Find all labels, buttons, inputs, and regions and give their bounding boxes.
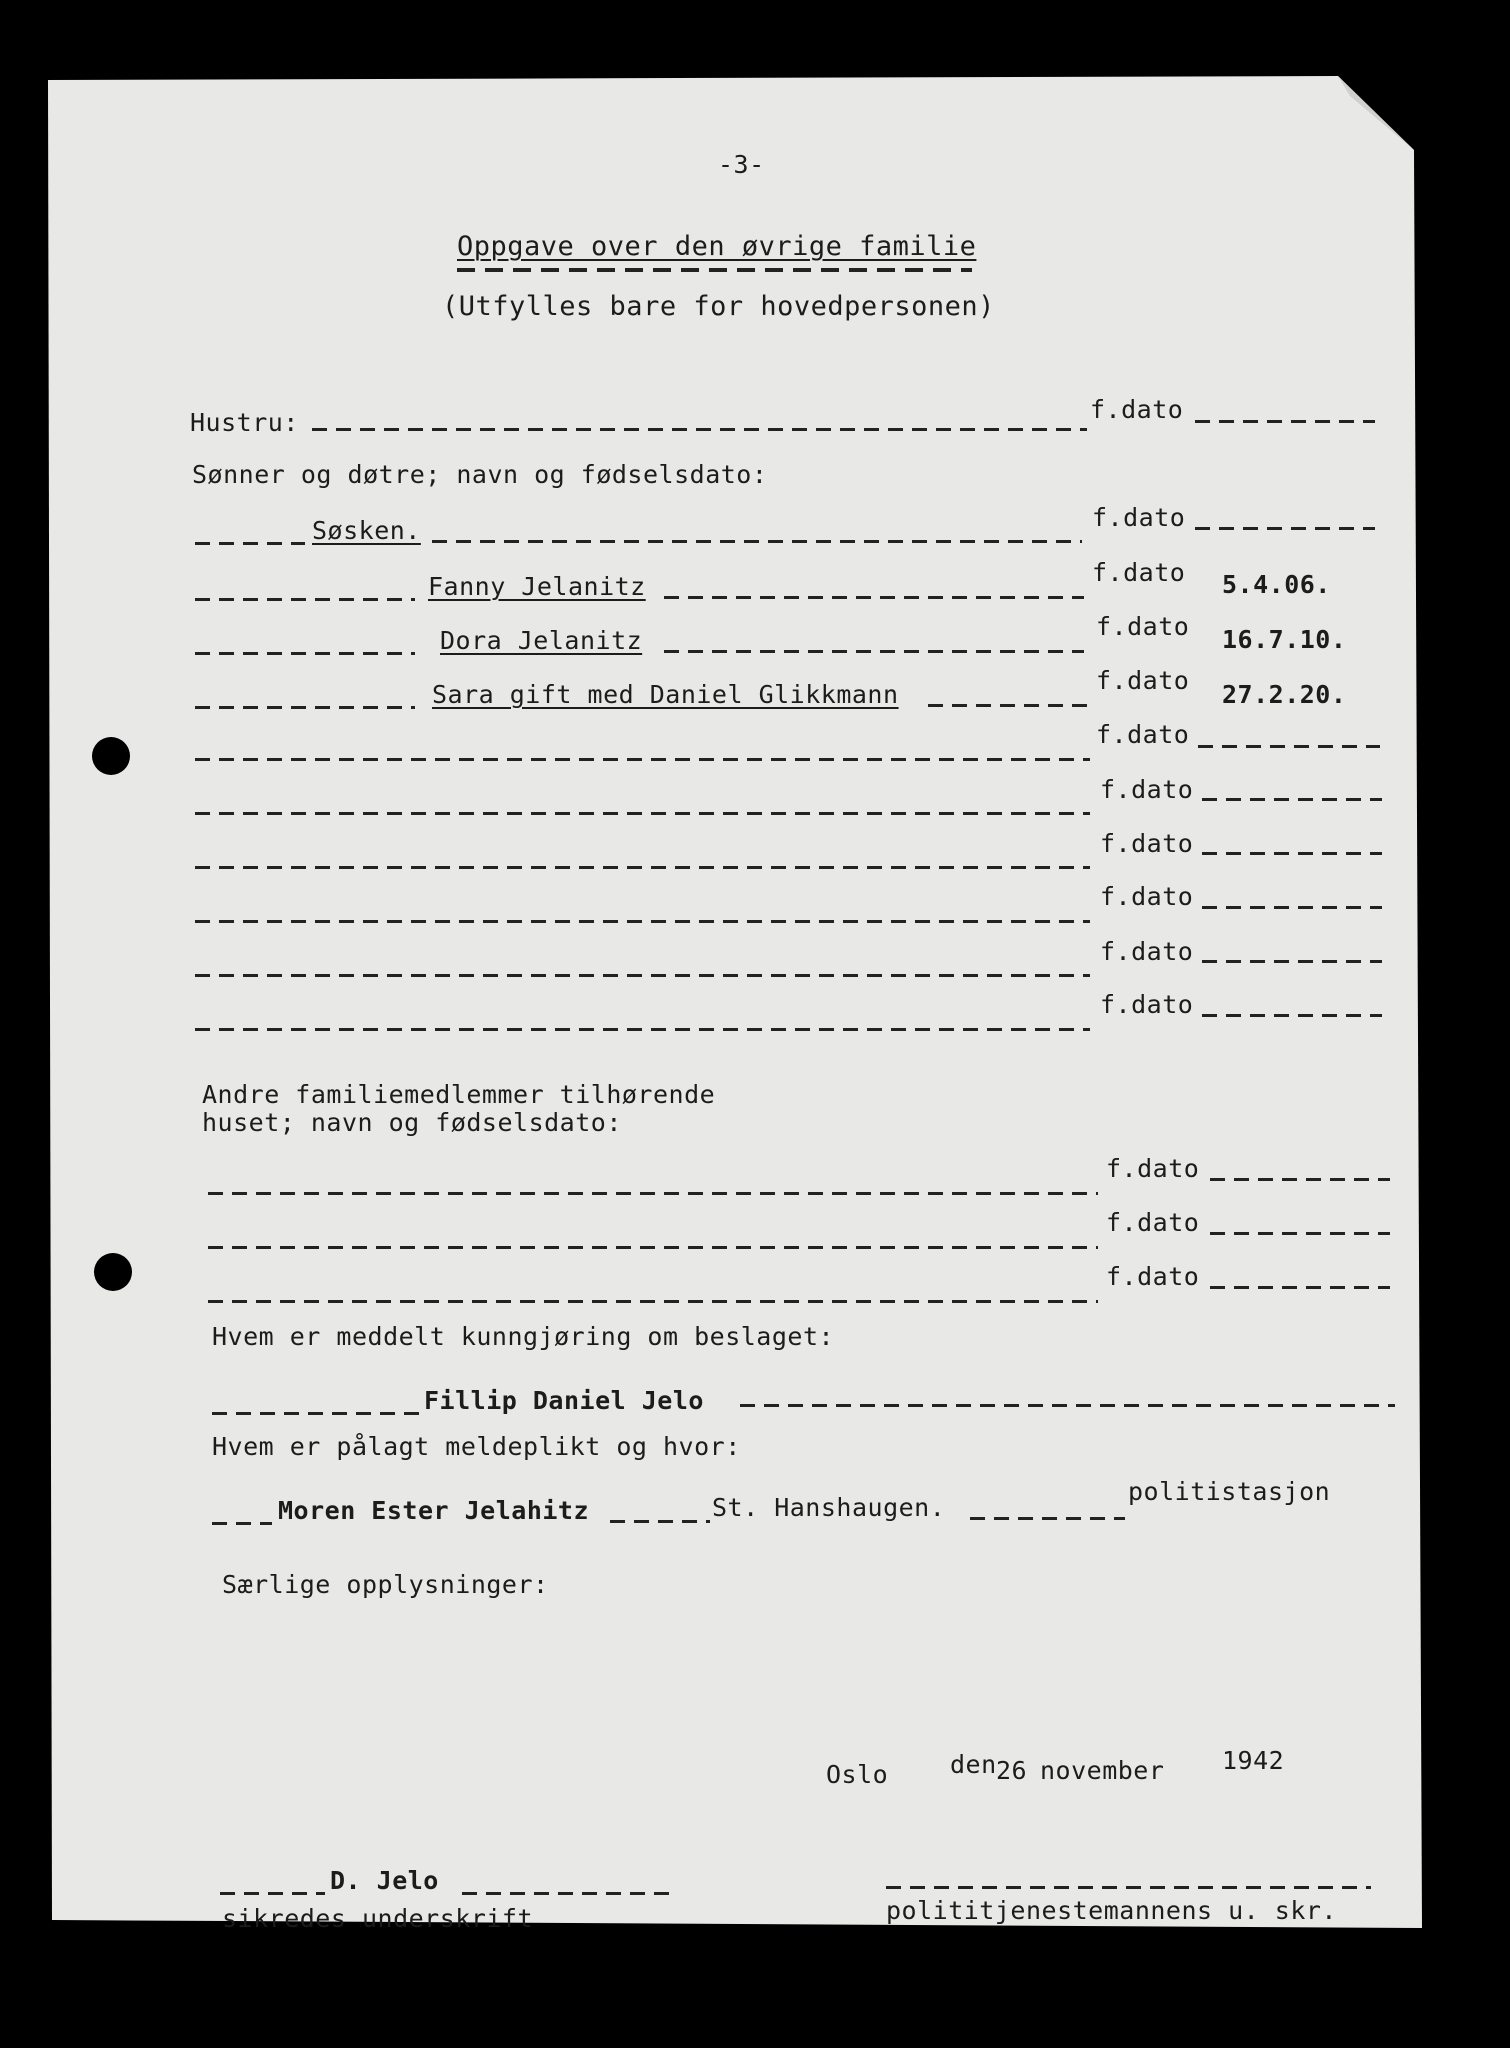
row-2-line bbox=[664, 596, 1084, 599]
other-family-label-2: huset; navn og fødselsdato: bbox=[202, 1108, 622, 1137]
other-row-2-date-label: f.dato bbox=[1106, 1208, 1200, 1237]
page-title: Oppgave over den øvrige familie bbox=[457, 231, 977, 262]
sibling-4-name: Sara gift med Daniel Glikkmann bbox=[432, 680, 899, 709]
punch-hole-bottom bbox=[94, 1253, 132, 1291]
empty-row-4-line bbox=[195, 920, 1090, 923]
punch-hole-top bbox=[92, 737, 130, 775]
notified-lead bbox=[212, 1412, 422, 1415]
other-row-1-date-label: f.dato bbox=[1106, 1154, 1200, 1183]
empty-row-3-line bbox=[195, 866, 1090, 869]
row-4-line bbox=[928, 704, 1088, 707]
empty-row-1-date-line bbox=[1198, 745, 1380, 748]
empty-row-3-date-label: f.dato bbox=[1100, 829, 1194, 858]
empty-row-3-date-line bbox=[1202, 852, 1382, 855]
date-month: november bbox=[1040, 1756, 1165, 1785]
other-row-3-line bbox=[208, 1300, 1098, 1303]
notified-label: Hvem er meddelt kunngjøring om beslaget: bbox=[212, 1322, 835, 1351]
empty-row-2-date-label: f.dato bbox=[1100, 775, 1194, 804]
row-3-line bbox=[664, 650, 1084, 653]
wife-label: Hustru: bbox=[190, 408, 299, 437]
date-prefix: den bbox=[950, 1750, 997, 1779]
row-4-date-label: f.dato bbox=[1096, 666, 1190, 695]
wife-line bbox=[312, 428, 1087, 431]
station-label: politistasjon bbox=[1128, 1477, 1331, 1506]
empty-row-1-line bbox=[195, 758, 1090, 761]
officer-signature-line bbox=[886, 1886, 1371, 1889]
other-row-1-line bbox=[208, 1192, 1098, 1195]
empty-row-6-line bbox=[195, 1028, 1090, 1031]
other-row-2-date-line bbox=[1210, 1232, 1390, 1235]
row-1-date-label: f.dato bbox=[1092, 503, 1186, 532]
secured-signature: D. Jelo bbox=[330, 1866, 439, 1895]
sibling-4-date: 27.2.20. bbox=[1222, 680, 1347, 709]
wife-date-line bbox=[1195, 420, 1375, 423]
notified-person: Fillip Daniel Jelo bbox=[424, 1386, 704, 1415]
reporting-person: Moren Ester Jelahitz bbox=[278, 1496, 590, 1525]
empty-row-2-line bbox=[195, 812, 1090, 815]
row-4-lead bbox=[195, 706, 415, 709]
other-row-3-date-label: f.dato bbox=[1106, 1262, 1200, 1291]
children-label: Sønner og døtre; navn og fødselsdato: bbox=[192, 460, 768, 489]
row-1-line bbox=[432, 540, 1082, 543]
other-row-2-line bbox=[208, 1246, 1098, 1249]
empty-row-6-date-line bbox=[1202, 1014, 1382, 1017]
empty-row-4-date-label: f.dato bbox=[1100, 882, 1194, 911]
sibling-1-name: Søsken. bbox=[312, 516, 421, 545]
row-2-lead bbox=[195, 598, 415, 601]
secured-signature-label: sikredes underskrift bbox=[222, 1904, 534, 1933]
reporting-place: St. Hanshaugen. bbox=[712, 1493, 946, 1522]
special-label: Særlige opplysninger: bbox=[222, 1570, 549, 1599]
row-2-date-label: f.dato bbox=[1092, 558, 1186, 587]
sibling-3-date: 16.7.10. bbox=[1222, 625, 1347, 654]
empty-row-5-date-label: f.dato bbox=[1100, 937, 1194, 966]
other-row-1-date-line bbox=[1210, 1178, 1390, 1181]
notified-trail bbox=[740, 1404, 1395, 1407]
secured-signature-lead bbox=[220, 1892, 325, 1895]
sibling-2-date: 5.4.06. bbox=[1222, 570, 1331, 599]
empty-row-1-date-label: f.dato bbox=[1096, 720, 1190, 749]
empty-row-2-date-line bbox=[1202, 798, 1382, 801]
place-text: Oslo bbox=[826, 1760, 889, 1789]
empty-row-4-date-line bbox=[1202, 906, 1382, 909]
empty-row-6-date-label: f.dato bbox=[1100, 990, 1194, 1019]
page-subtitle: (Utfylles bare for hovedpersonen) bbox=[442, 291, 995, 322]
reporting-label: Hvem er pålagt meldeplikt og hvor: bbox=[212, 1432, 741, 1461]
wife-date-label: f.dato bbox=[1090, 395, 1184, 424]
reporting-lead bbox=[212, 1522, 272, 1525]
page-number: -3- bbox=[718, 150, 765, 179]
row-3-lead bbox=[195, 652, 415, 655]
date-day: 26 bbox=[996, 1756, 1028, 1785]
empty-row-5-date-line bbox=[1202, 960, 1382, 963]
sibling-2-name: Fanny Jelanitz bbox=[428, 572, 646, 601]
date-year: 1942 bbox=[1222, 1746, 1285, 1775]
row-3-date-label: f.dato bbox=[1096, 612, 1190, 641]
reporting-trail bbox=[970, 1517, 1125, 1520]
row-1-date-line bbox=[1195, 527, 1375, 530]
secured-signature-trail bbox=[462, 1892, 677, 1895]
sibling-3-name: Dora Jelanitz bbox=[440, 626, 643, 655]
title-underline bbox=[457, 268, 972, 272]
empty-row-5-line bbox=[195, 974, 1090, 977]
row-1-lead bbox=[195, 542, 305, 545]
other-row-3-date-line bbox=[1210, 1286, 1390, 1289]
other-family-label-1: Andre familiemedlemmer tilhørende bbox=[202, 1080, 716, 1109]
officer-signature-label: polititjenestemannens u. skr. bbox=[886, 1896, 1337, 1925]
reporting-mid bbox=[610, 1520, 710, 1523]
